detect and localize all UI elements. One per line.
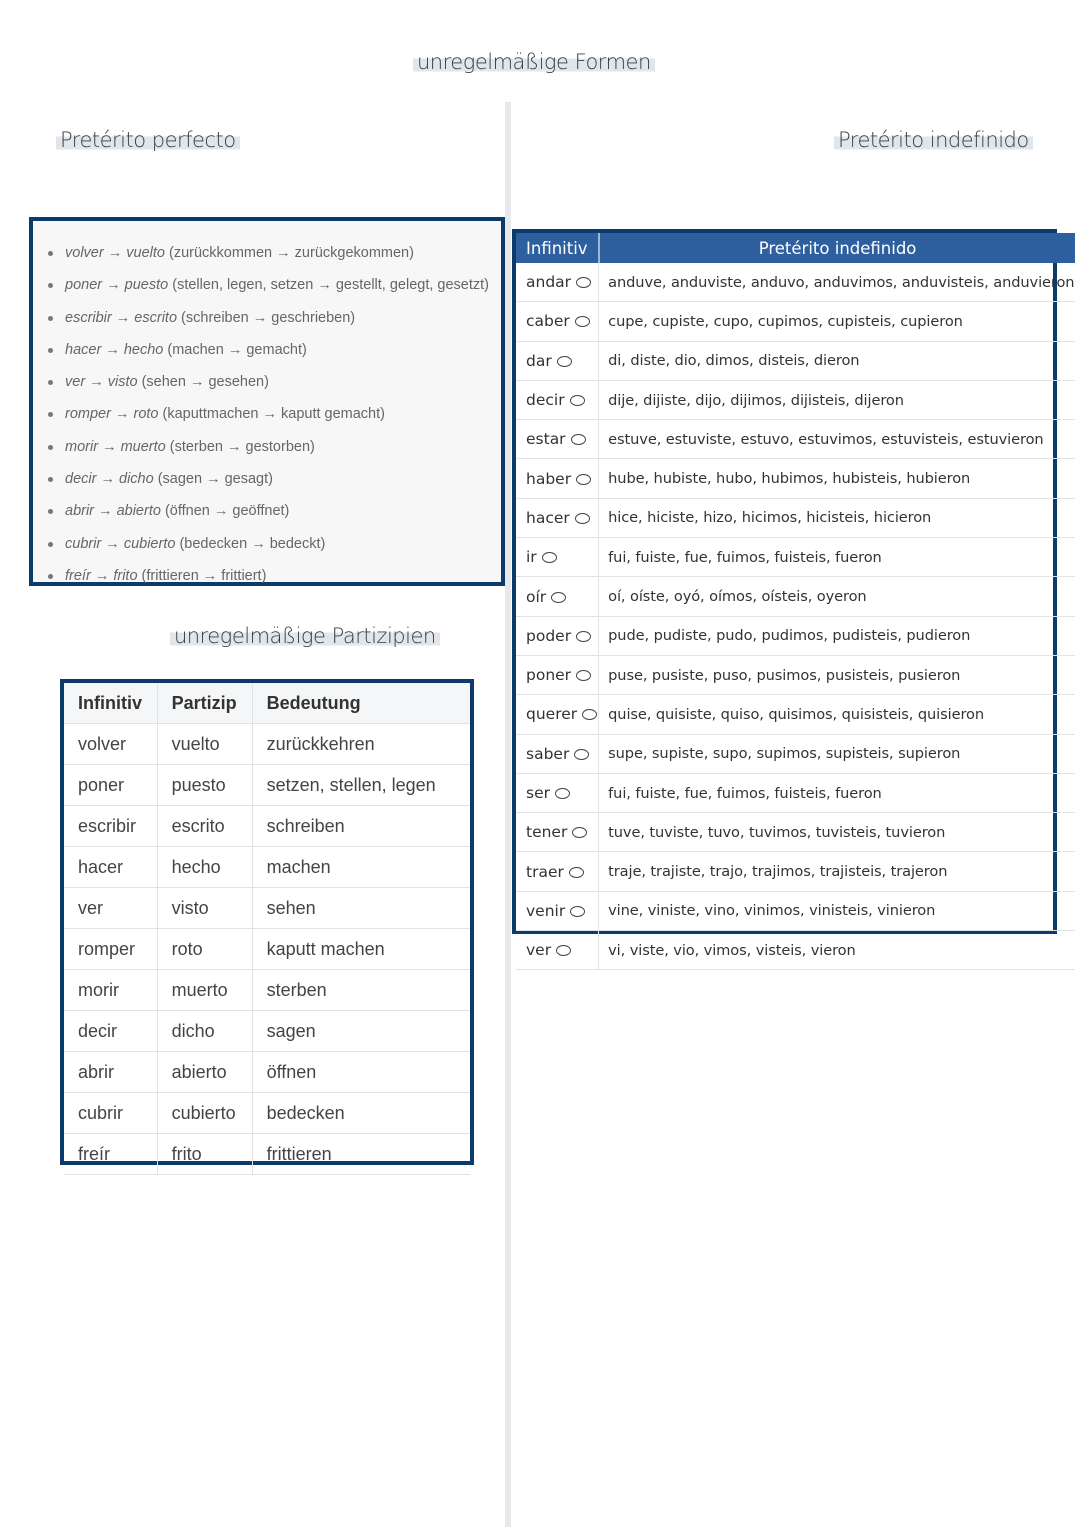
- participle: puesto: [124, 277, 169, 294]
- meaning: (zurückkommen → zurückgekommen): [168, 245, 414, 261]
- infinitive: estar: [526, 430, 566, 449]
- table-row: [64, 1011, 470, 1052]
- table-cell: volver: [64, 724, 157, 765]
- list-item: [47, 495, 501, 527]
- section-title-partizipien: unregelmäßige Partizipien: [170, 624, 440, 648]
- speech-bubble-icon[interactable]: [555, 788, 570, 799]
- table-cell: bedecken: [252, 1093, 470, 1134]
- infinitive-cell: [516, 380, 599, 419]
- table-row: [64, 970, 470, 1011]
- participle: muerto: [120, 438, 166, 455]
- speech-bubble-icon[interactable]: [556, 945, 571, 956]
- table-cell: hacer: [64, 847, 157, 888]
- table-cell: hecho: [157, 847, 252, 888]
- table-cell: roto: [157, 929, 252, 970]
- infinitive: hacer: [65, 341, 102, 358]
- meaning: (frittieren → frittiert): [141, 567, 267, 584]
- bullet-icon: [48, 477, 53, 482]
- infinitive: haber: [526, 469, 572, 488]
- table-cell: abrir: [64, 1052, 157, 1093]
- table-row: [516, 616, 1075, 655]
- list-item: [47, 269, 501, 301]
- infinitive: venir: [526, 901, 566, 920]
- arrow: →: [100, 471, 115, 488]
- speech-bubble-icon[interactable]: [574, 749, 589, 760]
- table-cell: escrito: [157, 806, 252, 847]
- meaning: (sterben → gestorben): [169, 438, 315, 455]
- bullet-icon: [48, 412, 53, 417]
- infinitive-cell: [516, 498, 599, 537]
- bullet-icon: [48, 251, 53, 256]
- bullet-icon: [48, 316, 53, 321]
- table-cell: cubierto: [157, 1093, 252, 1134]
- speech-bubble-icon[interactable]: [576, 474, 591, 485]
- speech-bubble-icon[interactable]: [551, 592, 566, 603]
- forms-cell: supe, supiste, supo, supimos, supisteis, supieron: [599, 734, 1076, 773]
- forms-cell: fui, fuiste, fue, fuimos, fuisteis, fueron: [599, 538, 1076, 577]
- table-row: [516, 695, 1075, 734]
- infinitive-cell: [516, 577, 599, 616]
- speech-bubble-icon[interactable]: [572, 827, 587, 838]
- table-cell: setzen, stellen, legen: [252, 765, 470, 806]
- table-row: [516, 655, 1075, 694]
- infinitive-cell: [516, 263, 599, 302]
- column-header: Partizip: [157, 683, 252, 724]
- participle: vuelto: [126, 245, 165, 261]
- section-title-indefinido: Pretérito indefinido: [834, 128, 1033, 152]
- table-cell: visto: [157, 888, 252, 929]
- header-infinitiv: Infinitiv: [516, 233, 599, 263]
- section-title-perfecto: Pretérito perfecto: [56, 128, 240, 152]
- table-cell: machen: [252, 847, 470, 888]
- column-divider: [505, 102, 511, 1527]
- meaning: (stellen, legen, setzen → gestellt, gelegt, gesetzt): [172, 277, 489, 294]
- meaning: (bedecken → bedeckt): [179, 535, 326, 552]
- infinitive: tener: [526, 823, 568, 842]
- participle: dicho: [119, 471, 154, 488]
- table-row: [64, 847, 470, 888]
- infinitive: volver: [65, 245, 104, 261]
- infinitive-cell: [516, 813, 599, 852]
- speech-bubble-icon[interactable]: [576, 670, 591, 681]
- meaning: (kaputtmachen → kaputt gemacht): [162, 406, 385, 423]
- speech-bubble-icon[interactable]: [571, 434, 586, 445]
- table-row: [516, 380, 1075, 419]
- infinitive-cell: [516, 459, 599, 498]
- speech-bubble-icon[interactable]: [576, 631, 591, 642]
- list-item: [47, 528, 501, 560]
- meaning: (machen → gemacht): [167, 341, 307, 358]
- table-row: [516, 734, 1075, 773]
- table-cell: vuelto: [157, 724, 252, 765]
- participle: frito: [113, 567, 138, 584]
- arrow: →: [107, 245, 123, 261]
- arrow: →: [89, 374, 104, 391]
- speech-bubble-icon[interactable]: [570, 395, 585, 406]
- infinitive-cell: [516, 302, 599, 341]
- table-row: [516, 302, 1075, 341]
- infinitive: hacer: [526, 508, 570, 527]
- table-cell: frito: [157, 1134, 252, 1175]
- infinitive: ver: [526, 941, 552, 960]
- table-cell: frittieren: [252, 1134, 470, 1175]
- forms-cell: hice, hiciste, hizo, hicimos, hicisteis, hicieron: [599, 498, 1076, 537]
- infinitive-cell: [516, 616, 599, 655]
- infinitive-cell: [516, 931, 599, 970]
- table-row: [64, 929, 470, 970]
- infinitive: andar: [526, 273, 572, 292]
- speech-bubble-icon[interactable]: [582, 709, 597, 720]
- forms-cell: puse, pusiste, puso, pusimos, pusisteis, pusieron: [599, 655, 1076, 694]
- forms-cell: cupe, cupiste, cupo, cupimos, cupisteis, cupieron: [599, 302, 1076, 341]
- meaning: (schreiben → geschrieben): [181, 309, 356, 326]
- list-item: [47, 463, 501, 495]
- table-cell: sehen: [252, 888, 470, 929]
- indefinido-table: [516, 233, 1075, 970]
- table-row: [64, 765, 470, 806]
- infinitive: cubrir: [65, 535, 102, 552]
- column-header: Infinitiv: [64, 683, 157, 724]
- list-item: [47, 334, 501, 366]
- infinitive: ir: [526, 548, 537, 567]
- arrow: →: [115, 309, 131, 326]
- infinitive-cell: [516, 538, 599, 577]
- bullet-icon: [48, 445, 53, 450]
- table-row: [516, 931, 1075, 970]
- forms-cell: fui, fuiste, fue, fuimos, fuisteis, fueron: [599, 773, 1076, 812]
- infinitive: decir: [526, 391, 565, 410]
- table-cell: poner: [64, 765, 157, 806]
- table-row: [516, 813, 1075, 852]
- speech-bubble-icon[interactable]: [557, 356, 572, 367]
- infinitive-cell: [516, 891, 599, 930]
- table-cell: schreiben: [252, 806, 470, 847]
- table-row: [516, 852, 1075, 891]
- bullet-icon: [48, 574, 53, 579]
- table-cell: freír: [64, 1134, 157, 1175]
- meaning: (öffnen → geöffnet): [164, 503, 290, 520]
- speech-bubble-icon[interactable]: [576, 277, 591, 288]
- table-row: [516, 420, 1075, 459]
- infinitive-cell: [516, 341, 599, 380]
- forms-cell: di, diste, dio, dimos, disteis, dieron: [599, 341, 1076, 380]
- table-cell: dicho: [157, 1011, 252, 1052]
- speech-bubble-icon[interactable]: [542, 552, 557, 563]
- infinitive: traer: [526, 862, 564, 881]
- bullet-icon: [48, 509, 53, 514]
- table-row: [64, 1134, 470, 1175]
- infinitive: dar: [526, 351, 552, 370]
- forms-cell: traje, trajiste, trajo, trajimos, trajisteis, trajeron: [599, 852, 1076, 891]
- list-item: [47, 237, 501, 269]
- speech-bubble-icon[interactable]: [570, 906, 585, 917]
- bullet-icon: [48, 380, 53, 385]
- infinitive: poner: [65, 277, 103, 294]
- table-cell: muerto: [157, 970, 252, 1011]
- infinitive: ver: [65, 374, 86, 391]
- infinitive: saber: [526, 744, 570, 763]
- speech-bubble-icon[interactable]: [569, 867, 584, 878]
- table-cell: sterben: [252, 970, 470, 1011]
- table-row: [64, 1052, 470, 1093]
- forms-cell: tuve, tuviste, tuvo, tuvimos, tuvisteis, tuvieron: [599, 813, 1076, 852]
- meaning: (sehen → gesehen): [141, 374, 269, 391]
- forms-cell: vi, viste, vio, vimos, visteis, vieron: [599, 931, 1076, 970]
- list-item: [47, 398, 501, 430]
- forms-cell: oí, oíste, oyó, oímos, oísteis, oyeron: [599, 577, 1076, 616]
- table-cell: öffnen: [252, 1052, 470, 1093]
- arrow: →: [106, 277, 121, 294]
- table-cell: cubrir: [64, 1093, 157, 1134]
- bullet-icon: [48, 283, 53, 288]
- perfecto-list-box: [29, 217, 505, 586]
- infinitive: poner: [526, 666, 572, 685]
- list-item: [47, 560, 501, 592]
- infinitive: poder: [526, 626, 572, 645]
- perfecto-list: [33, 221, 501, 592]
- table-header-row: [64, 683, 470, 724]
- arrow: →: [105, 535, 120, 552]
- participle: roto: [133, 406, 159, 423]
- page-title: unregelmäßige Formen: [413, 50, 655, 74]
- table-cell: kaputt machen: [252, 929, 470, 970]
- forms-cell: estuve, estuviste, estuvo, estuvimos, estuvisteis, estuvieron: [599, 420, 1076, 459]
- header-indefinido: Pretérito indefinido: [599, 233, 1076, 263]
- infinitive: querer: [526, 705, 578, 724]
- bullet-icon: [48, 348, 53, 353]
- speech-bubble-icon[interactable]: [575, 513, 590, 524]
- column-header: Bedeutung: [252, 683, 470, 724]
- table-cell: morir: [64, 970, 157, 1011]
- arrow: →: [102, 438, 117, 455]
- infinitive-cell: [516, 734, 599, 773]
- table-cell: abierto: [157, 1052, 252, 1093]
- forms-cell: hube, hubiste, hubo, hubimos, hubisteis, hubieron: [599, 459, 1076, 498]
- infinitive-cell: [516, 852, 599, 891]
- table-row: [516, 341, 1075, 380]
- table-row: [516, 263, 1075, 302]
- table-row: [516, 498, 1075, 537]
- infinitive-cell: [516, 695, 599, 734]
- list-item: [47, 302, 501, 334]
- table-cell: puesto: [157, 765, 252, 806]
- forms-cell: dije, dijiste, dijo, dijimos, dijisteis, dijeron: [599, 380, 1076, 419]
- table-header-row: [516, 233, 1075, 263]
- partizip-table-box: [60, 679, 474, 1165]
- table-cell: sagen: [252, 1011, 470, 1052]
- indefinido-table-box: [512, 229, 1075, 960]
- bullet-icon: [48, 542, 53, 547]
- table-row: [516, 891, 1075, 930]
- arrow: →: [105, 341, 120, 358]
- arrow: →: [98, 503, 113, 520]
- table-row: [64, 806, 470, 847]
- infinitive: decir: [65, 471, 97, 488]
- table-row: [64, 1093, 470, 1134]
- table-cell: romper: [64, 929, 157, 970]
- table-cell: zurückkehren: [252, 724, 470, 765]
- list-item: [47, 366, 501, 398]
- table-row: [516, 538, 1075, 577]
- partizip-table: [64, 683, 470, 1175]
- forms-cell: pude, pudiste, pudo, pudimos, pudisteis, pudieron: [599, 616, 1076, 655]
- speech-bubble-icon[interactable]: [575, 316, 590, 327]
- meaning: (sagen → gesagt): [157, 471, 273, 488]
- infinitive: morir: [65, 438, 99, 455]
- participle: abierto: [116, 503, 161, 520]
- infinitive: escribir: [65, 309, 112, 326]
- infinitive: abrir: [65, 503, 95, 520]
- infinitive-cell: [516, 773, 599, 812]
- table-cell: escribir: [64, 806, 157, 847]
- infinitive: ser: [526, 784, 550, 802]
- table-row: [516, 459, 1075, 498]
- table-row: [516, 577, 1075, 616]
- table-row: [64, 888, 470, 929]
- infinitive: oír: [526, 587, 547, 606]
- forms-cell: vine, viniste, vino, vinimos, vinisteis, vinieron: [599, 891, 1076, 930]
- infinitive-cell: [516, 420, 599, 459]
- infinitive: romper: [65, 406, 111, 423]
- table-row: [64, 724, 470, 765]
- arrow: →: [94, 567, 110, 584]
- participle: cubierto: [123, 535, 176, 552]
- infinitive: freír: [65, 567, 91, 584]
- participle: escrito: [134, 309, 178, 326]
- infinitive-cell: [516, 655, 599, 694]
- forms-cell: quise, quisiste, quiso, quisimos, quisisteis, quisieron: [599, 695, 1076, 734]
- table-cell: ver: [64, 888, 157, 929]
- table-cell: decir: [64, 1011, 157, 1052]
- infinitive: caber: [526, 312, 570, 331]
- participle: hecho: [123, 341, 164, 358]
- forms-cell: anduve, anduviste, anduvo, anduvimos, anduvisteis, anduvieron: [599, 263, 1076, 302]
- table-row: [516, 773, 1075, 812]
- list-item: [47, 431, 501, 463]
- participle: visto: [107, 374, 138, 391]
- arrow: →: [114, 406, 130, 423]
